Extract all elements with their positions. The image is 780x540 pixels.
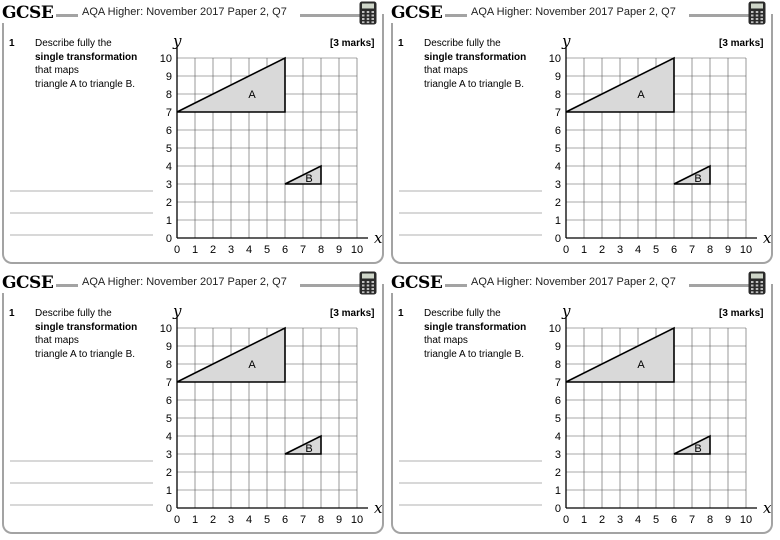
marks-label: [3 marks] xyxy=(719,38,764,49)
x-tick-label: 10 xyxy=(350,244,364,256)
gcse-logo: GCSE xyxy=(391,3,445,23)
x-tick-label: 9 xyxy=(335,514,343,526)
x-tick-label: 9 xyxy=(724,514,732,526)
x-tick-label: 0 xyxy=(173,244,181,256)
question-line-1: Describe fully the xyxy=(35,308,112,319)
x-axis-label: x xyxy=(763,499,772,517)
y-tick-label: 5 xyxy=(554,143,561,155)
question-line-3: that maps xyxy=(35,65,79,76)
answer-line[interactable] xyxy=(10,460,153,462)
x-tick-label: 6 xyxy=(281,514,289,526)
y-tick-label: 9 xyxy=(165,71,172,83)
question-keyword: single transformation xyxy=(424,51,527,63)
x-tick-label: 7 xyxy=(688,514,696,526)
x-tick-label: 10 xyxy=(739,514,753,526)
answer-line[interactable] xyxy=(399,212,542,214)
question-number: 1 xyxy=(9,38,15,49)
x-axis-label: x xyxy=(374,499,383,517)
marks-label: [3 marks] xyxy=(330,308,375,319)
triangle-a-label: A xyxy=(248,359,256,371)
question-card xyxy=(389,0,774,265)
x-tick-label: 5 xyxy=(652,514,660,526)
triangle-b-label: B xyxy=(694,173,702,185)
question-card xyxy=(0,270,385,535)
question-line-4: triangle A to triangle B. xyxy=(35,78,136,90)
y-tick-label: 5 xyxy=(165,413,172,425)
x-axis-label: x xyxy=(374,229,383,247)
question-line-4: triangle A to triangle B. xyxy=(424,78,525,90)
x-tick-label: 3 xyxy=(616,244,624,256)
y-tick-label: 0 xyxy=(165,503,172,515)
x-tick-label: 5 xyxy=(263,514,271,526)
x-axis-label: x xyxy=(763,229,772,247)
x-tick-label: 7 xyxy=(688,244,696,256)
y-tick-label: 1 xyxy=(554,485,561,497)
x-tick-label: 2 xyxy=(209,244,217,256)
question-number: 1 xyxy=(398,38,404,49)
coordinate-grid xyxy=(150,24,385,256)
answer-line[interactable] xyxy=(399,234,542,236)
header-rule-right xyxy=(300,284,360,287)
card-header xyxy=(0,273,385,295)
y-axis-label: y xyxy=(562,302,571,320)
answer-line[interactable] xyxy=(399,482,542,484)
triangle-a-label: A xyxy=(637,89,645,101)
coordinate-grid xyxy=(539,24,774,256)
triangle-a-label: A xyxy=(637,359,645,371)
answer-line[interactable] xyxy=(10,482,153,484)
y-tick-label: 3 xyxy=(165,179,172,191)
x-tick-label: 0 xyxy=(562,514,570,526)
y-tick-label: 3 xyxy=(554,449,561,461)
y-tick-label: 6 xyxy=(165,125,172,137)
y-tick-label: 9 xyxy=(554,71,561,83)
card-header xyxy=(389,273,774,295)
question-line-1: Describe fully the xyxy=(424,38,501,49)
x-tick-label: 6 xyxy=(281,244,289,256)
x-tick-label: 1 xyxy=(580,514,588,526)
y-tick-label: 4 xyxy=(554,161,561,173)
gcse-logo: GCSE xyxy=(2,3,56,23)
x-tick-label: 0 xyxy=(562,244,570,256)
marks-label: [3 marks] xyxy=(330,38,375,49)
x-tick-label: 8 xyxy=(706,514,714,526)
triangle-b-label: B xyxy=(305,173,313,185)
header-rule-right xyxy=(689,284,749,287)
y-tick-label: 2 xyxy=(554,467,561,479)
answer-line[interactable] xyxy=(10,190,153,192)
question-keyword: single transformation xyxy=(424,321,527,333)
x-tick-label: 4 xyxy=(245,244,253,256)
question-text xyxy=(35,37,160,91)
x-tick-label: 4 xyxy=(634,244,642,256)
calculator-icon xyxy=(748,1,766,25)
x-tick-label: 3 xyxy=(227,514,235,526)
x-tick-label: 9 xyxy=(335,244,343,256)
coordinate-grid xyxy=(150,294,385,526)
y-tick-label: 7 xyxy=(165,377,172,389)
x-tick-label: 9 xyxy=(724,244,732,256)
gcse-logo: GCSE xyxy=(391,273,445,293)
y-tick-label: 4 xyxy=(165,431,172,443)
question-line-3: that maps xyxy=(424,65,468,76)
y-axis-label: y xyxy=(562,32,571,50)
y-tick-label: 8 xyxy=(165,359,172,371)
y-tick-label: 0 xyxy=(165,233,172,245)
x-tick-label: 2 xyxy=(209,514,217,526)
y-tick-label: 10 xyxy=(159,53,172,65)
triangle-a-label: A xyxy=(248,89,256,101)
y-tick-label: 1 xyxy=(165,215,172,227)
y-tick-label: 10 xyxy=(159,323,172,335)
question-line-3: that maps xyxy=(424,335,468,346)
x-tick-label: 6 xyxy=(670,514,678,526)
triangle-b-label: B xyxy=(305,443,313,455)
question-text xyxy=(35,307,160,361)
header-rule-right xyxy=(300,14,360,17)
question-line-1: Describe fully the xyxy=(35,38,112,49)
x-tick-label: 3 xyxy=(616,514,624,526)
y-tick-label: 10 xyxy=(548,323,561,335)
y-tick-label: 7 xyxy=(554,377,561,389)
x-tick-label: 4 xyxy=(245,514,253,526)
answer-line[interactable] xyxy=(10,234,153,236)
y-tick-label: 5 xyxy=(165,143,172,155)
card-header xyxy=(389,3,774,25)
question-line-4: triangle A to triangle B. xyxy=(35,348,136,360)
x-tick-label: 3 xyxy=(227,244,235,256)
x-tick-label: 1 xyxy=(191,244,199,256)
y-tick-label: 4 xyxy=(554,431,561,443)
paper-title: AQA Higher: November 2017 Paper 2, Q7 xyxy=(467,276,680,288)
x-tick-label: 5 xyxy=(652,244,660,256)
question-line-1: Describe fully the xyxy=(424,308,501,319)
y-tick-label: 1 xyxy=(554,215,561,227)
x-tick-label: 8 xyxy=(317,514,325,526)
x-tick-label: 2 xyxy=(598,514,606,526)
paper-title: AQA Higher: November 2017 Paper 2, Q7 xyxy=(467,6,680,18)
y-tick-label: 7 xyxy=(165,107,172,119)
question-keyword: single transformation xyxy=(35,51,138,63)
x-tick-label: 6 xyxy=(670,244,678,256)
y-axis-label: y xyxy=(173,32,182,50)
x-tick-label: 10 xyxy=(739,244,753,256)
paper-title: AQA Higher: November 2017 Paper 2, Q7 xyxy=(78,276,291,288)
question-number: 1 xyxy=(9,308,15,319)
x-tick-label: 5 xyxy=(263,244,271,256)
y-tick-label: 9 xyxy=(554,341,561,353)
x-tick-label: 7 xyxy=(299,514,307,526)
x-tick-label: 0 xyxy=(173,514,181,526)
y-tick-label: 1 xyxy=(165,485,172,497)
answer-line[interactable] xyxy=(399,460,542,462)
card-header xyxy=(0,3,385,25)
x-tick-label: 1 xyxy=(580,244,588,256)
y-tick-label: 8 xyxy=(165,89,172,101)
answer-line[interactable] xyxy=(399,504,542,506)
question-card xyxy=(389,270,774,535)
x-tick-label: 1 xyxy=(191,514,199,526)
calculator-icon xyxy=(748,271,766,295)
x-tick-label: 7 xyxy=(299,244,307,256)
answer-line[interactable] xyxy=(10,504,153,506)
y-tick-label: 6 xyxy=(165,395,172,407)
y-tick-label: 2 xyxy=(165,197,172,209)
y-tick-label: 6 xyxy=(554,395,561,407)
x-tick-label: 8 xyxy=(317,244,325,256)
header-rule-right xyxy=(689,14,749,17)
question-number: 1 xyxy=(398,308,404,319)
y-tick-label: 10 xyxy=(548,53,561,65)
x-tick-label: 4 xyxy=(634,514,642,526)
triangle-b-label: B xyxy=(694,443,702,455)
y-tick-label: 8 xyxy=(554,89,561,101)
question-line-3: that maps xyxy=(35,335,79,346)
gcse-logo: GCSE xyxy=(2,273,56,293)
question-keyword: single transformation xyxy=(35,321,138,333)
x-tick-label: 8 xyxy=(706,244,714,256)
y-tick-label: 4 xyxy=(165,161,172,173)
answer-line[interactable] xyxy=(10,212,153,214)
question-line-4: triangle A to triangle B. xyxy=(424,348,525,360)
y-tick-label: 2 xyxy=(554,197,561,209)
y-tick-label: 3 xyxy=(554,179,561,191)
question-card xyxy=(0,0,385,265)
y-tick-label: 0 xyxy=(554,233,561,245)
y-tick-label: 8 xyxy=(554,359,561,371)
y-tick-label: 2 xyxy=(165,467,172,479)
question-text xyxy=(424,307,549,361)
x-tick-label: 10 xyxy=(350,514,364,526)
y-tick-label: 6 xyxy=(554,125,561,137)
marks-label: [3 marks] xyxy=(719,308,764,319)
answer-line[interactable] xyxy=(399,190,542,192)
question-text xyxy=(424,37,549,91)
y-tick-label: 0 xyxy=(554,503,561,515)
y-tick-label: 3 xyxy=(165,449,172,461)
calculator-icon xyxy=(359,271,377,295)
y-tick-label: 5 xyxy=(554,413,561,425)
y-tick-label: 9 xyxy=(165,341,172,353)
y-axis-label: y xyxy=(173,302,182,320)
calculator-icon xyxy=(359,1,377,25)
coordinate-grid xyxy=(539,294,774,526)
x-tick-label: 2 xyxy=(598,244,606,256)
y-tick-label: 7 xyxy=(554,107,561,119)
paper-title: AQA Higher: November 2017 Paper 2, Q7 xyxy=(78,6,291,18)
